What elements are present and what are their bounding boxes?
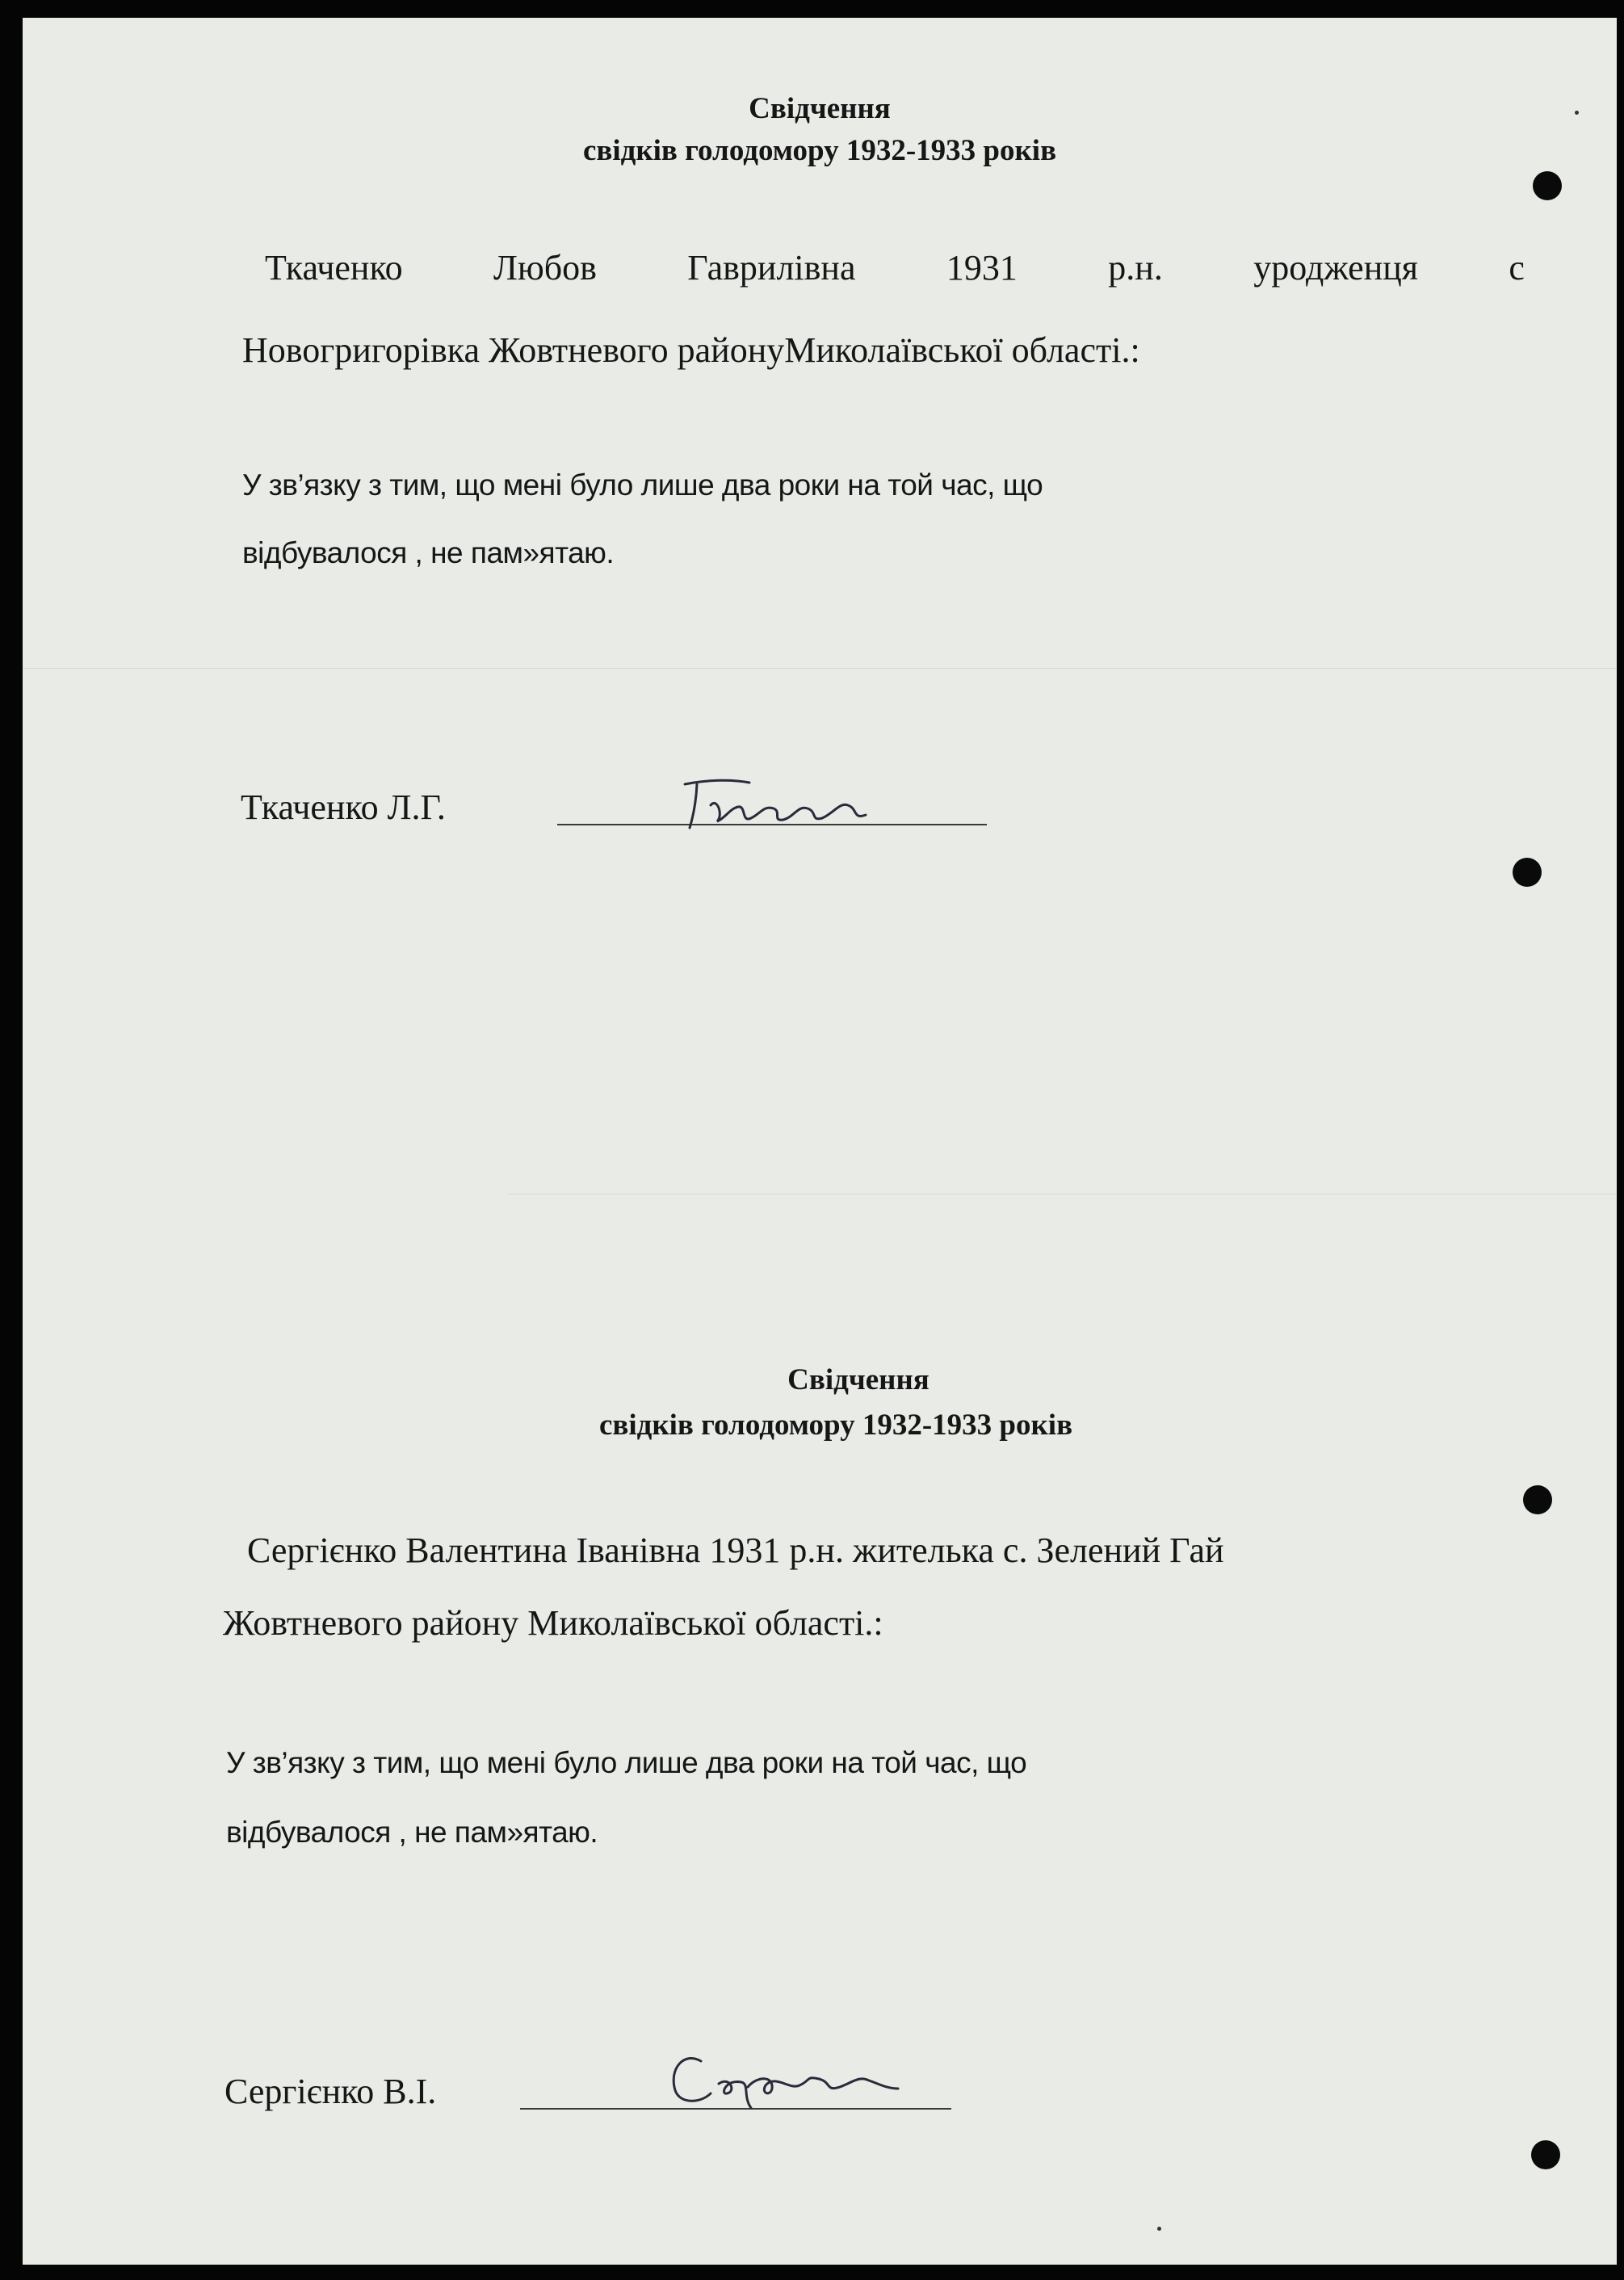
witness-surname: Ткаченко — [265, 248, 403, 288]
witness-info-line-2: Жовтневого району Миколаївської області.: — [223, 1603, 883, 1643]
document-page — [23, 18, 1617, 2265]
signature-tkachenko — [661, 773, 895, 838]
signer-name: Сергієнко В.І. — [225, 2072, 437, 2111]
punch-hole — [1533, 171, 1562, 200]
witness-info-line-1 — [265, 250, 1525, 286]
testimony-title: Свідчення — [749, 92, 891, 125]
scan-artifact-line — [507, 1194, 1617, 1195]
witness-origin-label: уродженця — [1253, 248, 1419, 288]
statement-line-2: відбувалося , не пам»ятаю. — [242, 536, 615, 569]
testimony-subtitle: свідків голодомору 1932-1933 років — [582, 134, 1057, 167]
statement-line-1: У зв’язку з тим, що мені було лише два роки на той час, що — [226, 1746, 1027, 1779]
punch-hole — [1531, 2140, 1560, 2169]
testimony-subtitle: свідків голодомору 1932-1933 років — [598, 1409, 1073, 1442]
statement-line-2: відбувалося , не пам»ятаю. — [226, 1816, 598, 1849]
punch-hole — [1523, 1485, 1552, 1514]
signature-serhiienko — [653, 2043, 911, 2116]
witness-first-name: Любов — [493, 248, 597, 288]
scan-artifact-line — [23, 668, 1617, 669]
testimony-title: Свідчення — [787, 1363, 929, 1396]
punch-hole — [1513, 858, 1542, 887]
witness-patronymic: Гаврилівна — [687, 248, 856, 288]
birth-year-abbrev: р.н. — [1108, 248, 1163, 288]
statement-line-1: У зв’язку з тим, що мені було лише два роки на той час, що — [242, 468, 1043, 502]
signer-name: Ткаченко Л.Г. — [241, 787, 446, 827]
witness-info-line-2: Новогригорівка Жовтневого районуМиколаївської області.: — [242, 330, 1140, 370]
witness-birth-year: 1931 — [946, 248, 1018, 288]
village-abbrev: с — [1509, 248, 1525, 288]
scan-speck — [1157, 2227, 1161, 2231]
witness-info-line-1: Сергієнко Валентина Іванівна 1931 р.н. жителька с. Зелений Гай — [247, 1530, 1224, 1570]
